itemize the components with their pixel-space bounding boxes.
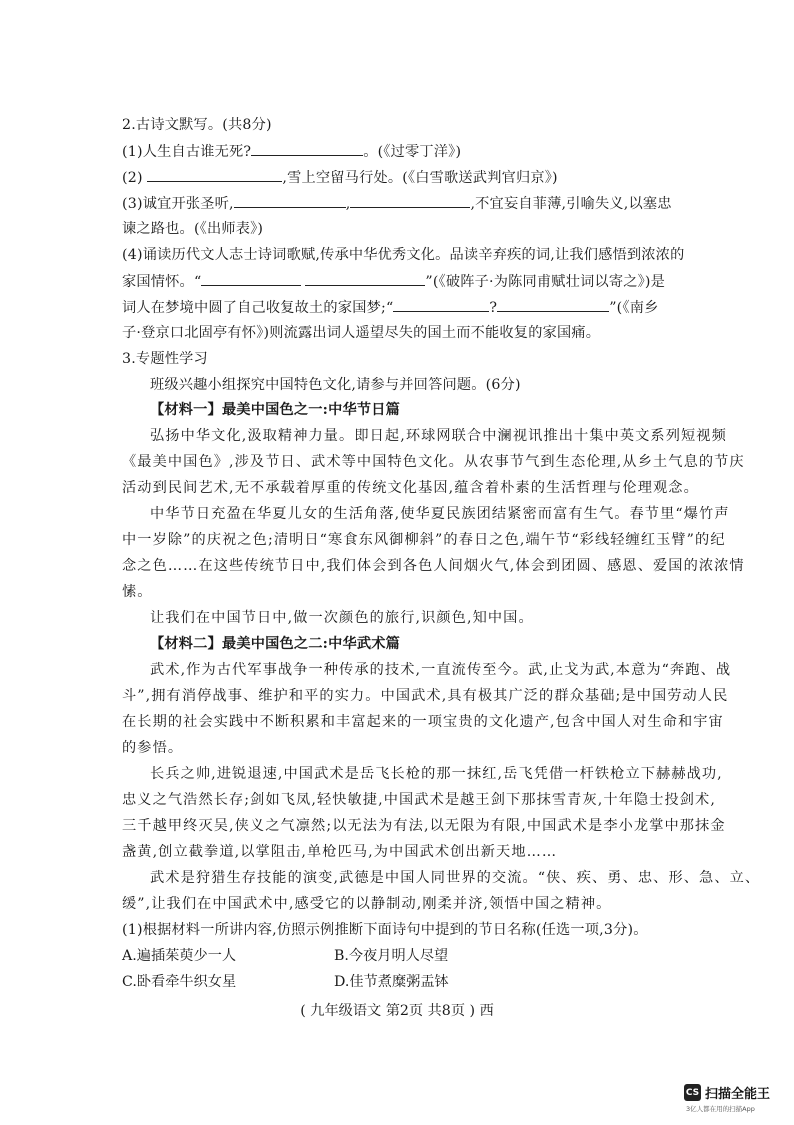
material-2-text: 盏黄,创立截拳道,以掌阻击,单枪匹马,为中国武术创出新天地…… — [122, 844, 558, 860]
answer-blank[interactable] — [350, 193, 470, 208]
q2-item-4-text-c: ”(《破阵子·为陈同甫赋壮词以寄之》)是 — [425, 274, 666, 290]
q2-item-4-line4: 子·登京口北固亭有怀》)则流露出词人遥望尽失的国土而不能收复的家国痛。 — [122, 325, 601, 341]
material-2-text: 长兵之帅,进锐退速,中国武术是岳飞长枪的那一抹红,岳飞凭借一杆铁枪立下赫赫战功, — [150, 766, 723, 782]
material-2-text: 忠义之气浩然长存;剑如飞凤,轻快敏捷,中国武术是越王剑下那抹雪青灰,十年隐士投剑术, — [122, 792, 716, 808]
option-d: D.佳节煮糜粥盂钵 — [334, 974, 449, 990]
q2-item-1-prompt: (1)人生自古谁无死? — [122, 144, 252, 160]
q2-item-3-cont: 谏之路也。(《出师表》) — [122, 221, 264, 237]
material-2-text: 武术,作为古代军事战争一种传承的技术,一直流传至今。武,止戈为武,本意为“奔跑、战 — [150, 662, 732, 678]
q3-intro: 班级兴趣小组探究中国特色文化,请参与并回答问题。(6分) — [150, 377, 521, 393]
q2-item-4-line3 — [122, 297, 722, 318]
material-1-text: 活动到民间艺术,无不承载着厚重的传统文化基因,蕴含着朴素的生活哲理与伦理观念。 — [122, 480, 699, 496]
material-2-text: 武术是狩猎生存技能的演变,武德是中国人同世界的交流。“侠、疾、勇、忠、形、急、立、 — [150, 870, 761, 886]
option-c: C.卧看牵牛织女星 — [122, 974, 237, 990]
answer-blank[interactable] — [305, 271, 425, 286]
material-1-text: 让我们在中国节日中,做一次颜色的旅行,识颜色,知中国。 — [150, 610, 534, 626]
material-2-text: 斗”,拥有消停战事、维护和平的实力。中国武术,具有极其广泛的群众基础;是中国劳动人民 — [122, 688, 729, 704]
q2-item-4-text-e: ? — [489, 300, 498, 316]
scanner-app-name: 扫描全能王 — [705, 1087, 771, 1102]
answer-blank[interactable] — [201, 271, 301, 286]
q2-item-4-text-b: 家国情怀。“ — [122, 274, 202, 290]
scanner-tagline: 3亿人都在用的扫描App — [686, 1105, 755, 1113]
material-1-text: 《最美中国色》,涉及节日、武术等中国特色文化。从农事节气到生态伦理,从乡土气息的节庆 — [122, 454, 745, 470]
q2-item-3-text-a: (3)诚宜开张圣听, — [122, 196, 234, 212]
answer-blank[interactable] — [497, 297, 609, 312]
material-1-title: 【材料一】最美中国色之一:中华节日篇 — [150, 402, 401, 418]
q2-item-3-comma: , — [345, 196, 351, 212]
option-a: A.遍插茱萸少一人 — [122, 948, 237, 964]
q2-item-4-text-f: ”(《南乡 — [609, 300, 659, 316]
camscanner-logo-icon: CS — [684, 1084, 701, 1101]
scanner-watermark — [684, 1083, 770, 1102]
q2-title: 2.古诗文默写。(共8分) — [122, 117, 272, 133]
option-b: B.今夜月明人尽望 — [334, 948, 449, 964]
q2-item-4: (4)诵读历代文人志士诗词歌赋,传承中华优秀文化。品读辛弃疾的词,让我们感悟到浓浓的 — [122, 247, 685, 263]
material-2-text: 三千越甲终灭吴,侠义之气凛然;以无法为有法,以无限为有限,中国武术是李小龙掌中那抹金 — [122, 818, 726, 834]
material-1-text: 中一岁除”的庆祝之色;清明日“寒食东风御柳斜”的春日之色,端午节“彩线轻缠红玉臂”的纪 — [122, 532, 726, 548]
q2-item-2-num: (2) — [122, 170, 143, 186]
material-1-text: 念之色……在这些传统节日中,我们体会到各色人间烟火气,体会到团圆、感恩、爱国的浓浓情 — [122, 558, 745, 574]
q3-sub-question-1: (1)根据材料一所讲内容,仿照示例推断下面诗句中提到的节日名称(任选一项,3分)。 — [122, 922, 648, 938]
material-1-text: 愫。 — [122, 584, 153, 600]
material-2-text: 缓”,让我们在中国武术中,感受它的以静制动,刚柔并济,领悟中国之精神。 — [122, 896, 612, 912]
q2-item-3-text-b: ,不宜妄自菲薄,引喻失义,以塞忠 — [470, 196, 672, 212]
answer-blank[interactable] — [251, 141, 363, 156]
q2-item-3 — [122, 193, 722, 214]
q2-item-2-text: ,雪上空留马行处。(《白雪歌送武判官归京》) — [282, 170, 558, 186]
material-1-text: 弘扬中华文化,汲取精神力量。即日起,环球网联合中澜视讯推出十集中英文系列短视频 — [150, 428, 727, 444]
material-2-text: 的参悟。 — [122, 740, 184, 756]
q2-item-4-line2 — [122, 271, 722, 292]
q2-item-1 — [122, 141, 722, 162]
q2-item-1-source: 。(《过零丁洋》) — [363, 144, 462, 160]
material-2-text: 在长期的社会实践中不断积累和丰富起来的一项宝贵的文化遗产,包含中国人对生命和宇宙 — [122, 714, 724, 730]
q2-item-2 — [122, 167, 722, 188]
answer-blank[interactable] — [393, 297, 489, 312]
material-1-text: 中华节日充盈在华夏儿女的生活角落,使华夏民族团结紧密而富有生气。春节里“爆竹声 — [150, 506, 730, 522]
q3-title: 3.专题性学习 — [122, 351, 208, 367]
material-2-title: 【材料二】最美中国色之二:中华武术篇 — [150, 636, 401, 652]
answer-blank[interactable] — [234, 193, 346, 208]
answer-blank[interactable] — [147, 167, 282, 182]
page-footer: ( 九年级语文 第2页 共8页 ) 西 — [300, 1003, 494, 1019]
q2-item-4-text-d: 词人在梦境中圆了自己收复故土的家国梦;“ — [122, 300, 394, 316]
